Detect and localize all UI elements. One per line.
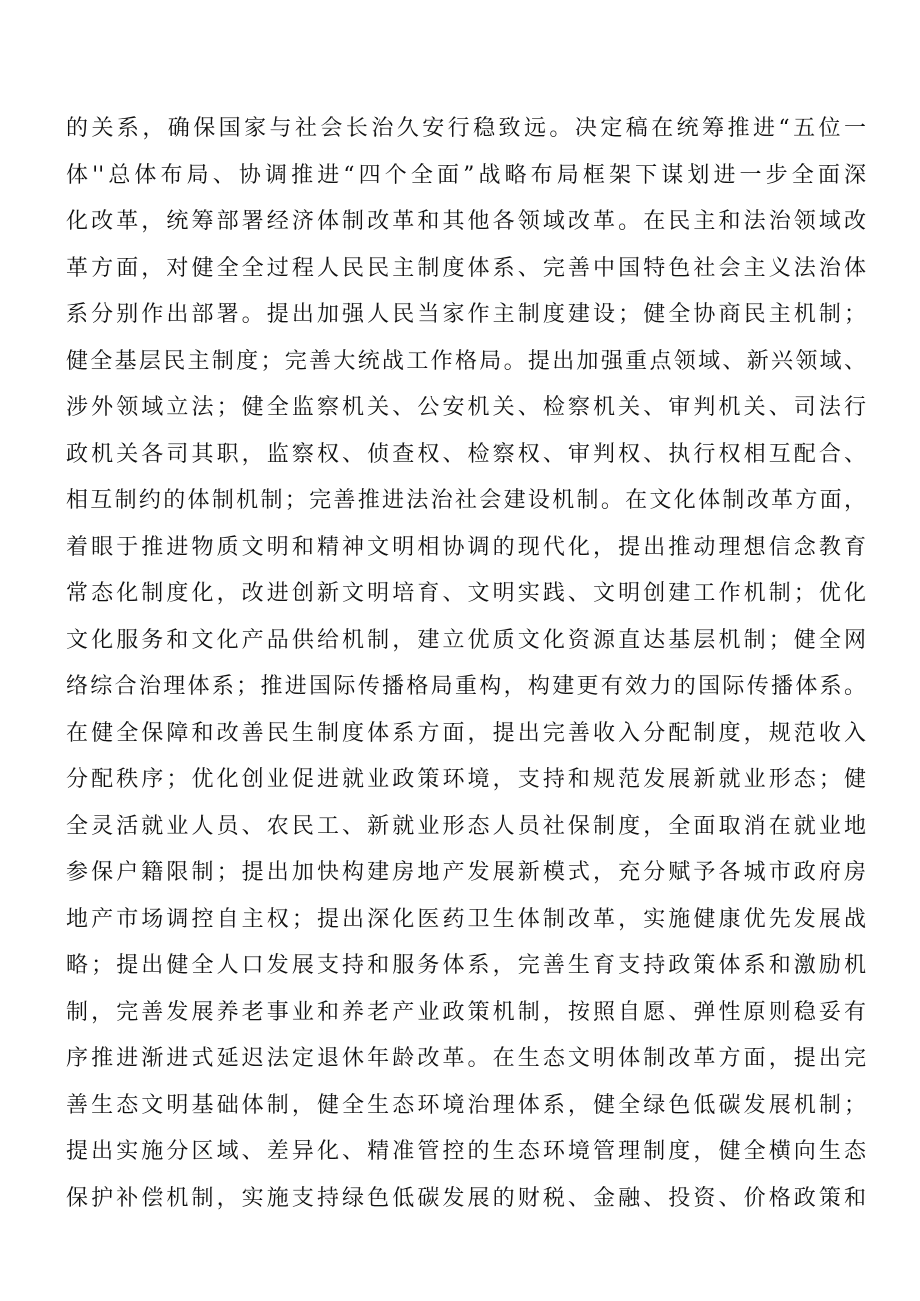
text-line: 常态化制度化，改进创新文明培育、文明实践、文明创建工作机制；优化 <box>66 581 866 606</box>
text-line: 参保户籍限制；提出加快构建房地产发展新模式，充分赋予各城市政府房 <box>66 860 866 885</box>
text-line: 化改革，统筹部署经济体制改革和其他各领域改革。在民主和法治领域改 <box>66 209 866 234</box>
text-line: 涉外领域立法；健全监察机关、公安机关、检察机关、审判机关、司法行 <box>66 395 866 420</box>
text-line: 络综合治理体系；推进国际传播格局重构，构建更有效力的国际传播体系。 <box>66 674 866 699</box>
text-line: 分配秩序；优化创业促进就业政策环境，支持和规范发展新就业形态；健 <box>66 767 866 792</box>
body-text <box>66 106 866 1222</box>
text-line: 全灵活就业人员、农民工、新就业形态人员社保制度，全面取消在就业地 <box>66 813 866 839</box>
text-line: 善生态文明基础体制，健全生态环境治理体系，健全绿色低碳发展机制； <box>66 1092 866 1118</box>
text-line: 系分别作出部署。提出加强人民当家作主制度建设；健全协商民主机制； <box>66 302 866 327</box>
text-line: 略；提出健全人口发展支持和服务体系，完善生育支持政策体系和激励机 <box>66 953 866 978</box>
text-line: 在健全保障和改善民生制度体系方面，提出完善收入分配制度，规范收入 <box>66 720 866 746</box>
text-line: 的关系，确保国家与社会长治久安行稳致远。决定稿在统筹推进“五位一 <box>66 116 866 141</box>
text-line: 序推进渐进式延迟法定退休年龄改革。在生态文明体制改革方面，提出完 <box>66 1046 866 1071</box>
text-line: 文化服务和文化产品供给机制，建立优质文化资源直达基层机制；健全网 <box>66 627 866 653</box>
text-line: 相互制约的体制机制；完善推进法治社会建设机制。在文化体制改革方面， <box>66 488 866 513</box>
text-line: 保护补偿机制，实施支持绿色低碳发展的财税、金融、投资、价格政策和 <box>66 1185 866 1211</box>
text-line: 制，完善发展养老事业和养老产业政策机制，按照自愿、弹性原则稳妥有 <box>66 999 866 1025</box>
text-line: 地产市场调控自主权；提出深化医药卫生体制改革，实施健康优先发展战 <box>66 906 866 932</box>
text-line: 提出实施分区域、差异化、精准管控的生态环境管理制度，健全横向生态 <box>66 1139 866 1164</box>
text-line: 革方面，对健全全过程人民民主制度体系、完善中国特色社会主义法治体 <box>66 255 866 281</box>
text-line: 体''总体布局、协调推进“四个全面”战略布局框架下谋划进一步全面深 <box>66 162 866 188</box>
text-line: 健全基层民主制度；完善大统战工作格局。提出加强重点领域、新兴领域、 <box>66 348 866 374</box>
text-line: 着眼于推进物质文明和精神文明相协调的现代化，提出推动理想信念教育 <box>66 534 866 560</box>
text-line: 政机关各司其职，监察权、侦查权、检察权、审判权、执行权相互配合、 <box>66 441 866 467</box>
